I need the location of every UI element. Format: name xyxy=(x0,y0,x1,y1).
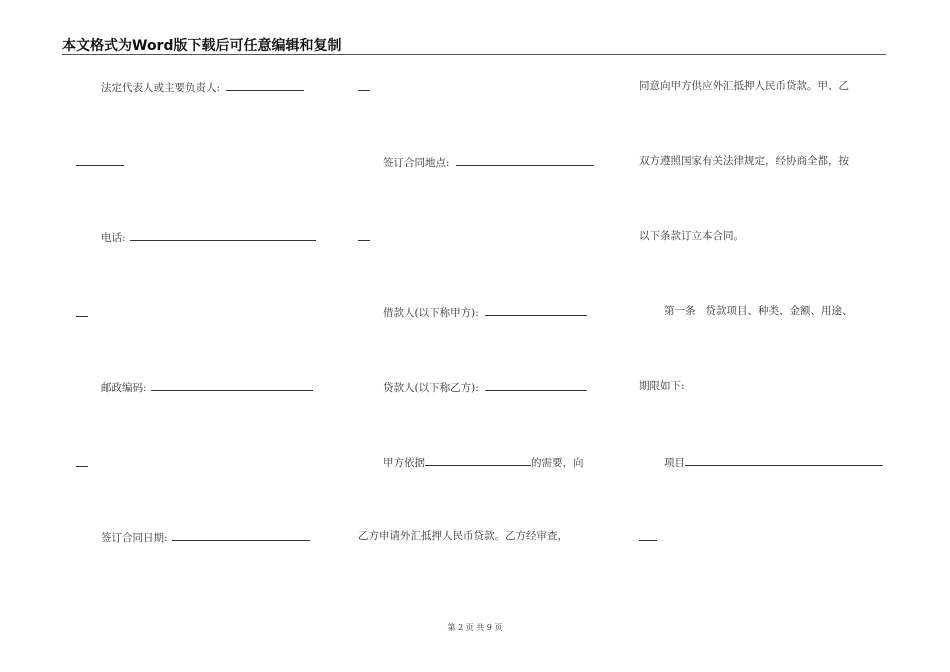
item-blank-cont xyxy=(639,529,657,543)
borrower-line xyxy=(383,304,587,318)
phone-blank xyxy=(130,229,316,241)
para-line-1 xyxy=(383,454,584,468)
postal-blank xyxy=(151,379,313,391)
mid-blank-1 xyxy=(358,79,370,93)
para-line-2: 乙方申请外汇抵押人民币贷款。乙方经审查， xyxy=(358,530,568,542)
lender-line xyxy=(383,379,587,393)
mid-blank-2 xyxy=(358,229,370,243)
sign-place-label: 签订合同地点: xyxy=(383,157,450,169)
sign-date-line xyxy=(101,529,310,543)
right-line-3: 以下条款订立本合同。 xyxy=(639,230,744,242)
sign-place-blank xyxy=(456,154,594,166)
sign-date-blank xyxy=(172,529,310,541)
borrower-label: 借款人(以下称甲方): xyxy=(383,307,479,319)
item-line xyxy=(664,454,883,468)
right-line-1: 同意向甲方供应外汇抵押人民币贷款。甲、乙 xyxy=(639,80,849,92)
right-line-2: 双方遵照国家有关法律规定，经协商全都，按 xyxy=(639,155,849,167)
borrower-blank xyxy=(485,304,587,316)
right-line-5: 期限如下: xyxy=(639,380,685,392)
lender-label: 贷款人(以下称乙方): xyxy=(383,382,479,394)
sign-date-label: 签订合同日期: xyxy=(101,532,168,544)
legal-rep-label: 法定代表人或主要负责人: xyxy=(101,82,221,94)
phone-blank-cont xyxy=(76,305,88,319)
sign-place-line xyxy=(383,154,594,168)
page-number: 第 2 页 共 9 页 xyxy=(447,623,503,632)
item-label: 项目 xyxy=(664,457,685,469)
article-1-heading: 第一条 贷款项目、种类、金额、用途、 xyxy=(664,305,853,317)
phone-line xyxy=(101,229,316,243)
page-header xyxy=(62,34,886,55)
postal-label: 邮政编码: xyxy=(101,382,147,394)
header-title: 本文格式为Word版下载后可任意编辑和复制 xyxy=(62,38,342,54)
legal-rep-blank-cont xyxy=(76,154,124,168)
item-blank xyxy=(685,454,883,466)
postal-line xyxy=(101,379,313,393)
legal-rep-line xyxy=(101,79,304,93)
phone-label: 电话: xyxy=(101,232,126,244)
para-blank xyxy=(425,454,531,466)
postal-blank-cont xyxy=(76,455,88,469)
legal-rep-blank xyxy=(226,79,304,91)
para-suffix: 的需要，向 xyxy=(531,457,584,469)
para-prefix: 甲方依据 xyxy=(383,457,425,469)
lender-blank xyxy=(485,379,587,391)
